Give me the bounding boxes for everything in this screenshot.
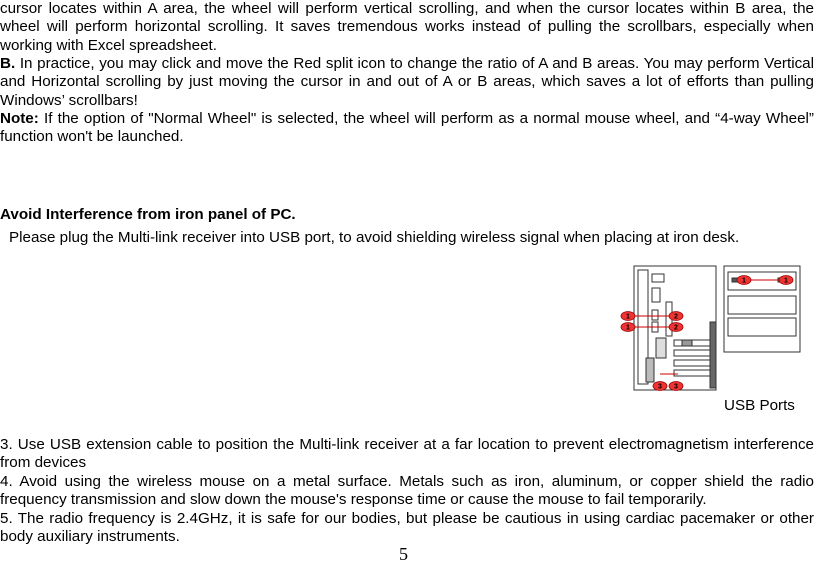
svg-text:3: 3	[674, 383, 678, 391]
svg-text:2: 2	[674, 313, 678, 321]
svg-text:1: 1	[784, 277, 788, 285]
avoid-interference-heading: Avoid Interference from iron panel of PC.	[0, 206, 296, 223]
usb-marker-1	[621, 312, 635, 321]
item-4-paragraph: 4. Avoid using the wireless mouse on a metal surface. Metals such as iron, aluminum, or copper shield the radio frequency transmission and slow down the mouse's response time or cause the mouse to fail temporarily.	[0, 473, 814, 509]
section-b-paragraph	[0, 55, 814, 110]
item-3-paragraph: 3. Use USB extension cable to position the Multi-link receiver at a far location to prevent electromagnetism interference from devices	[0, 436, 814, 472]
section-b-label: B.	[0, 55, 16, 72]
svg-text:2: 2	[674, 324, 678, 332]
usb-marker-front-right	[779, 276, 793, 285]
intro-paragraph: cursor locates within A area, the wheel will perform vertical scrolling, and when the cursor locates within B area, the wheel will perform horizontal scrolling. It saves tremendous works instead of pulling the scrollbars, especially when working with Excel spreadsheet.	[0, 0, 814, 54]
section-b-text: In practice, you may click and move the Red split icon to change the ratio of A and B areas. You may perform Vertical and Horizontal scrolling by just moving the cursor in and out of A or B areas, which saves a lot of efforts than pulling Windows’ scrollbars!	[0, 55, 814, 109]
svg-text:1: 1	[742, 277, 746, 285]
page-number: 5	[399, 544, 408, 564]
usb-marker-3b	[669, 382, 683, 391]
usb-marker-2	[669, 312, 683, 321]
note-text: If the option of "Normal Wheel" is selected, the wheel will perform as a normal mouse wheel, and “4-way Wheel” function won't be launched.	[0, 110, 814, 146]
usb-marker-front-left	[737, 276, 751, 285]
svg-text:1: 1	[626, 324, 630, 332]
note-paragraph	[0, 110, 814, 147]
usb-ports-illustration	[616, 262, 816, 392]
svg-text:3: 3	[658, 383, 662, 391]
note-label: Note:	[0, 110, 39, 127]
item-5-paragraph: 5. The radio frequency is 2.4GHz, it is safe for our bodies, but please be cautious in using cardiac pacemaker or other body auxiliary instruments.	[0, 510, 814, 546]
usb-marker-2b	[669, 323, 683, 332]
usb-marker-3	[653, 382, 667, 391]
usb-ports-caption: USB Ports	[724, 397, 795, 414]
plug-instruction-paragraph: Please plug the Multi-link receiver into USB port, to avoid shielding wireless signal when placing at iron desk.	[9, 229, 740, 246]
usb-marker-1b	[621, 323, 635, 332]
svg-text:1: 1	[626, 313, 630, 321]
